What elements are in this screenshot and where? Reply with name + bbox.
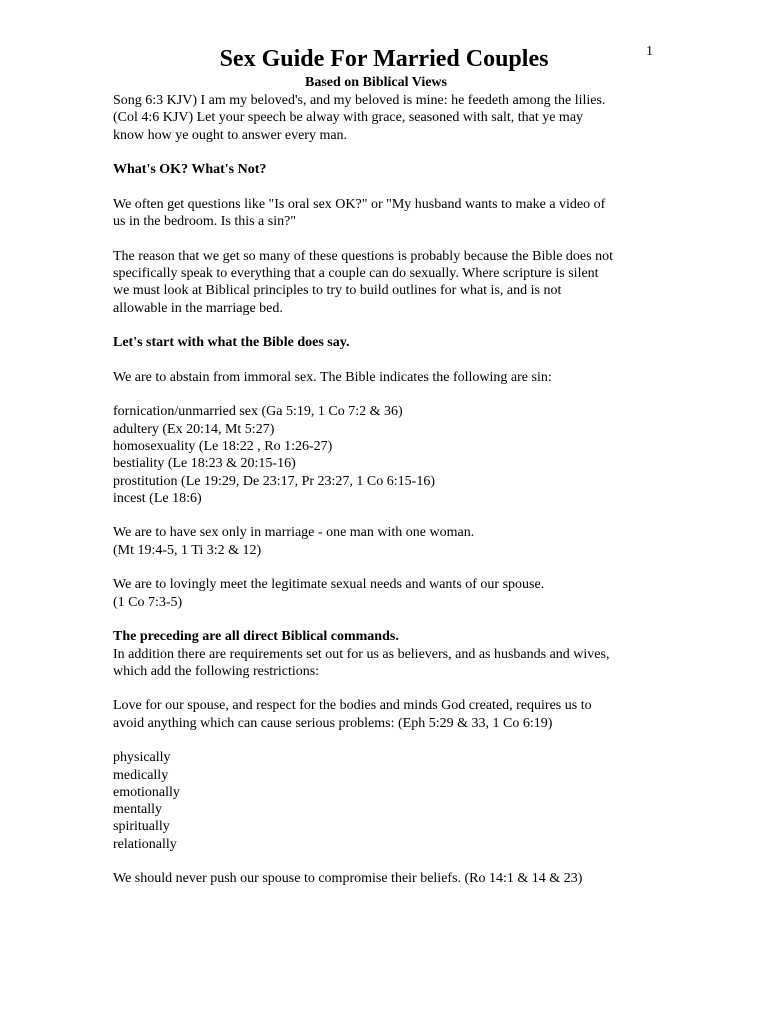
sin-list-item: adultery (Ex 20:14, Mt 5:27)	[113, 421, 275, 437]
problems-list-item: relationally	[113, 836, 177, 852]
love-line: Love for our spouse, and respect for the bodies and minds God created, requires us to	[113, 698, 592, 714]
questions-line: We often get questions like "Is oral sex OK?" or "My husband wants to make a video of	[113, 196, 606, 212]
reason-line: allowable in the marriage bed.	[113, 300, 283, 316]
addition-line: which add the following restrictions:	[113, 663, 320, 679]
sin-list-item: incest (Le 18:6)	[113, 490, 202, 506]
beliefs-line: We should never push our spouse to compromise their beliefs. (Ro 14:1 & 14 & 23)	[113, 871, 583, 887]
marriage-line: (Mt 19:4-5, 1 Ti 3:2 & 12)	[113, 542, 262, 558]
problems-list-item: mentally	[113, 802, 162, 818]
love-line: avoid anything which can cause serious problems: (Eph 5:29 & 33, 1 Co 6:19)	[113, 715, 553, 731]
needs-line: (1 Co 7:3-5)	[113, 594, 183, 610]
problems-list-item: spiritually	[113, 819, 170, 835]
reason-line: specifically speak to everything that a couple can do sexually. Where scripture is silent	[113, 265, 599, 281]
intro-line: Song 6:3 KJV) I am my beloved's, and my beloved is mine: he feedeth among the lilies.	[113, 93, 606, 108]
heading-preceding: The preceding are all direct Biblical commands.	[113, 629, 399, 645]
heading-whats-ok: What's OK? What's Not?	[113, 162, 267, 178]
problems-list-item: emotionally	[113, 784, 180, 800]
document-body	[113, 92, 658, 888]
sin-list-item: bestiality (Le 18:23 & 20:15-16)	[113, 456, 296, 472]
reason-line: The reason that we get so many of these questions is probably because the Bible does not	[113, 248, 613, 264]
sin-list-item: prostitution (Le 19:29, De 23:17, Pr 23:27, 1 Co 6:15-16)	[113, 473, 435, 489]
document-title: Sex Guide For Married Couples	[219, 46, 549, 72]
intro-line: (Col 4:6 KJV) Let your speech be alway with grace, seasoned with salt, that ye may	[113, 110, 584, 126]
sin-list-item: fornication/unmarried sex (Ga 5:19, 1 Co 7:2 & 36)	[113, 404, 403, 420]
needs-line: We are to lovingly meet the legitimate sexual needs and wants of our spouse.	[113, 577, 545, 593]
problems-list-item: physically	[113, 750, 171, 766]
abstain-line: We are to abstain from immoral sex. The Bible indicates the following are sin:	[113, 369, 552, 385]
heading-lets-start: Let's start with what the Bible does say.	[113, 335, 350, 351]
intro-line: know how ye ought to answer every man.	[113, 127, 348, 143]
addition-line: In addition there are requirements set out for us as believers, and as husbands and wives,	[113, 646, 610, 662]
document-subtitle: Based on Biblical Views	[305, 75, 447, 90]
problems-list-item: medically	[113, 767, 169, 783]
sin-list-item: homosexuality (Le 18:22 , Ro 1:26-27)	[113, 438, 333, 454]
reason-line: we must look at Biblical principles to try to build outlines for what is, and is not	[113, 283, 562, 299]
questions-line: us in the bedroom. Is this a sin?"	[113, 214, 297, 230]
marriage-line: We are to have sex only in marriage - one man with one woman.	[113, 525, 475, 541]
page-number: 1	[646, 44, 653, 59]
